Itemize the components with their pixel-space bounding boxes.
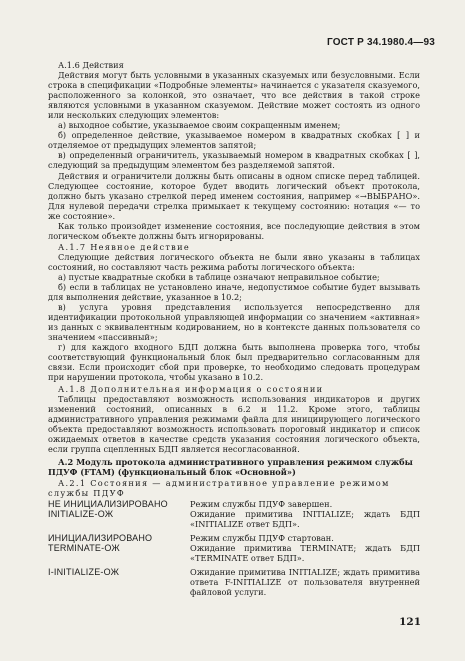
paragraph: Как только произойдет изменение состояния, все последующие действия в этом логическом объекте должны быть игнорированы. xyxy=(48,220,420,241)
standard-number: ГОСТ Р 34.1980.4—93 xyxy=(326,37,435,48)
section-a17-title: А.1.7 Неявное действие xyxy=(58,241,190,252)
paragraph: Следующие действия логического объекта не были явно указаны в таблицах состояний, но составляют часть режима работы логического объекта: xyxy=(48,251,420,272)
section-a16-title: А.1.6 Действия xyxy=(58,60,124,70)
state-name: I-INITIALIZE-ОЖ xyxy=(48,567,120,578)
section-a21-title: А.2.1 Состояния — административное управление режимом службы ПДУФ xyxy=(48,477,390,498)
state-description: Ожидание примитива INITIALIZE; ждать БДП «INITIALIZE ответ БДП». xyxy=(190,509,420,530)
paragraph: Действия и ограничители должны быть описаны в одном списке перед таблицей. Следующее состояние, которое будет вводить логический объект протокола, должно быть указано стрелкой перед именем состояния, например «→ВЫБРАНО». Для нулевой передачи стрелка примыкает к текущему состоянию: нотация «— то же состояние». xyxy=(48,170,420,221)
section-a18-title: А.1.8 Дополнительная информация о состоянии xyxy=(58,383,324,394)
state-name: НЕ ИНИЦИАЛИЗИРОВАНО xyxy=(48,499,168,510)
state-name: TERMINATE-ОЖ xyxy=(48,543,120,554)
section-a2-title: А.2 Модуль протокола административного управления режимом службы ПДУФ (FTAM) (функциональный блок «Основной») xyxy=(48,456,413,477)
state-name: ИНИЦИАЛИЗИРОВАНО xyxy=(48,533,153,544)
list-item: а) пустые квадратные скобки в таблице означают неправильное событие; xyxy=(58,271,380,282)
list-item: б) если в таблицах не установлено иначе, недопустимое событие будет вызывать для выполнения действие, указанное в 10.2; xyxy=(48,282,420,303)
state-description: Ожидание примитива INITIALIZE; ждать примитива ответа F-INITIALIZE от пользователя внутренней файловой услуги. xyxy=(190,567,420,598)
state-description: Режим службы ПДУФ завершен. xyxy=(190,499,333,510)
list-item: г) для каждого входного БДП должна быть выполнена проверка того, чтобы соответствующий функциональный блок был предварительно согласованным для связи. Если происходит сбой при проверке, то необходимо следовать процедурам при нарушении протокола, чтобы указано в 10.2. xyxy=(48,342,420,383)
page-number: 121 xyxy=(399,616,421,628)
list-item: б) определенное действие, указываемое номером в квадратных скобках [ ] и отделяемое от предыдущих элементов запятой; xyxy=(48,130,420,151)
page-body xyxy=(48,59,420,597)
state-description: Режим службы ПДУФ стартован. xyxy=(190,533,334,544)
state-name: INITIALIZE-ОЖ xyxy=(48,509,114,520)
list-item: в) определенный ограничитель, указываемый номером в квадратных скобках [ ], следующий за предыдущим элементом без разделяемой запятой. xyxy=(48,150,420,171)
paragraph: Таблицы предоставляют возможность использования индикаторов и других изменений состояний, описанных в 6.2 и 11.2. Кроме этого, таблицы административного управления режимами файла для инициирующего логического объекта предоставляют возможность использовать пороговый индикатор и список ожидаемых ответов в качестве средств указания состояния логического объекта, если группа сцепленных БДП является несогласованной. xyxy=(48,393,420,454)
list-item: в) услуга уровня представления используется непосредственно для идентификации протокольной управляющей информации со значением «активная» из данных с эквивалентным кодированием, но в контексте данных пользователя со значением «пассивный»; xyxy=(48,302,420,343)
state-description: Ожидание примитива TERMINATE; ждать БДП «TERMINATE ответ БДП». xyxy=(190,543,420,564)
list-item: а) выходное событие, указываемое своим сокращенным именем; xyxy=(58,120,341,131)
paragraph: Действия могут быть условными в указанных сказуемых или безусловными. Если строка в спецификации «Подробные элементы» начинается с указателя сказуемого, расположенного за колонкой, это означает, что все действия в такой строке являются условными в указанном сказуемом. Действие может состоять из одного или нескольких следующих элементов: xyxy=(48,70,420,121)
state-table xyxy=(48,499,420,597)
